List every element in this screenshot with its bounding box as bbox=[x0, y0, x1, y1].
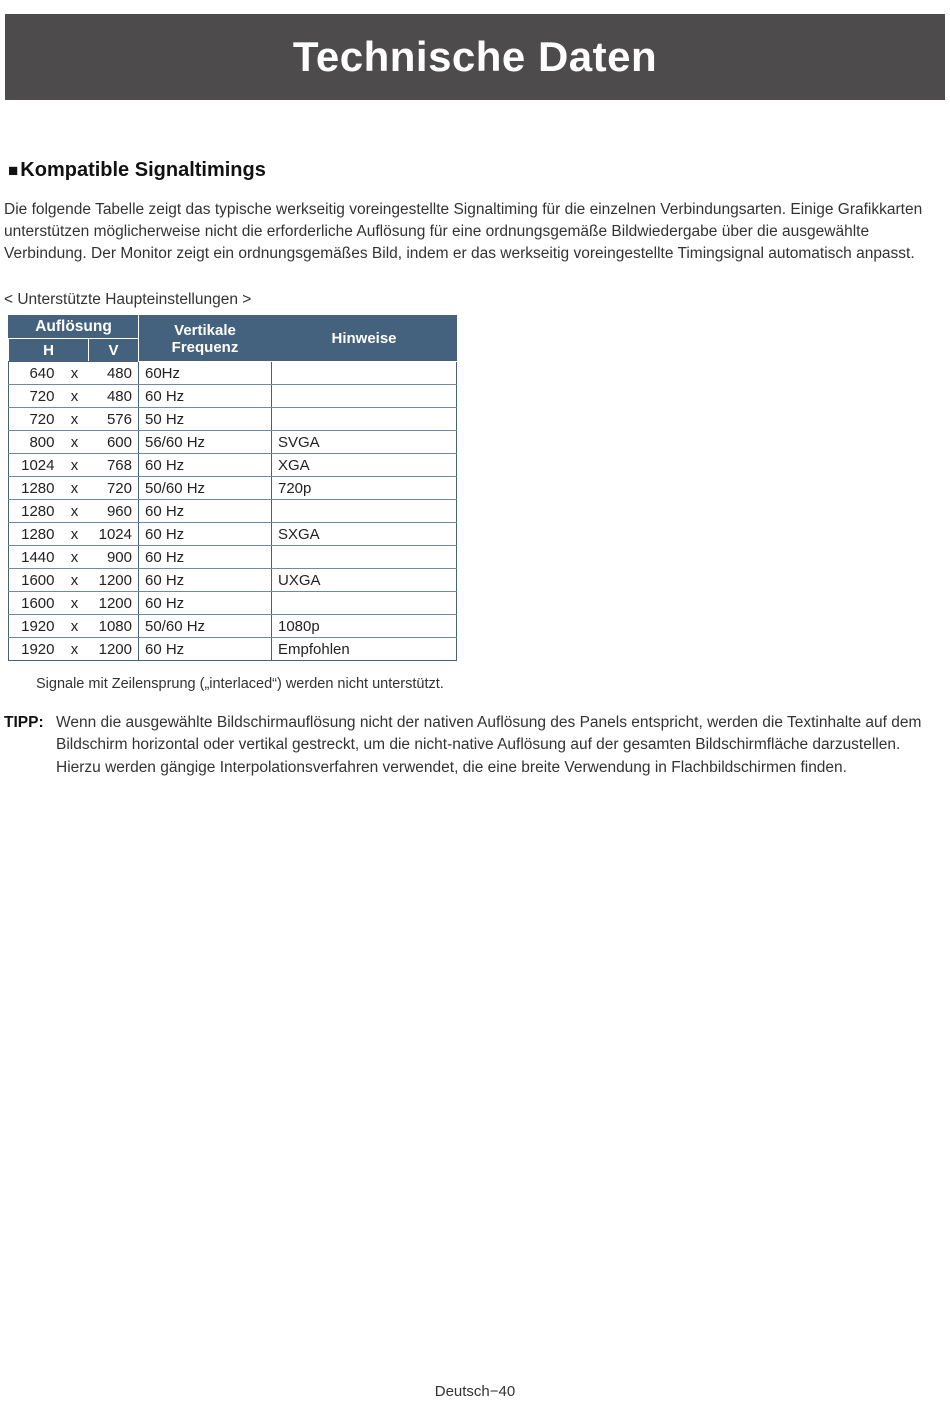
cell-x-separator: x bbox=[61, 454, 89, 477]
square-bullet-icon: ■ bbox=[8, 161, 19, 180]
cell-note: Empfohlen bbox=[272, 638, 457, 661]
cell-x-separator: x bbox=[61, 408, 89, 431]
cell-x-separator: x bbox=[61, 546, 89, 569]
header-vertical-frequency: Vertikale Frequenz bbox=[139, 316, 272, 362]
supported-settings-subheading: < Unterstützte Haupteinstellungen > bbox=[4, 291, 252, 308]
cell-vertical-resolution: 768 bbox=[89, 454, 139, 477]
cell-x-separator: x bbox=[61, 615, 89, 638]
cell-vertical-resolution: 1200 bbox=[89, 638, 139, 661]
cell-vertical-frequency: 60 Hz bbox=[139, 546, 272, 569]
cell-x-separator: x bbox=[61, 500, 89, 523]
cell-vertical-resolution: 480 bbox=[89, 385, 139, 408]
cell-vertical-frequency: 60Hz bbox=[139, 362, 272, 385]
table-row bbox=[9, 362, 457, 385]
cell-vertical-resolution: 900 bbox=[89, 546, 139, 569]
cell-vertical-frequency: 50 Hz bbox=[139, 408, 272, 431]
cell-x-separator: x bbox=[61, 569, 89, 592]
cell-horizontal-resolution: 1920 bbox=[9, 638, 61, 661]
cell-note bbox=[272, 408, 457, 431]
cell-note: SVGA bbox=[272, 431, 457, 454]
tip-text: Wenn die ausgewählte Bildschirmauflösung nicht der nativen Auflösung des Panels entspricht, werden die Textinhalte auf dem Bildschirm horizontal oder vertikal gestreckt, um die nicht-native Auflösung auf der gesamten Bildschirmfläche darzustellen. Hierzu werden gängige Interpolationsverfahren verwendet, die eine breite Verwendung in Flachbildschirmen finden. bbox=[56, 714, 922, 776]
cell-vertical-frequency: 60 Hz bbox=[139, 500, 272, 523]
cell-vertical-frequency: 60 Hz bbox=[139, 569, 272, 592]
table-row bbox=[9, 431, 457, 454]
cell-vertical-frequency: 60 Hz bbox=[139, 592, 272, 615]
cell-vertical-frequency: 56/60 Hz bbox=[139, 431, 272, 454]
header-h: H bbox=[9, 339, 89, 362]
timing-table-body bbox=[9, 362, 457, 661]
cell-horizontal-resolution: 1280 bbox=[9, 477, 61, 500]
cell-x-separator: x bbox=[61, 523, 89, 546]
cell-note bbox=[272, 500, 457, 523]
cell-horizontal-resolution: 1280 bbox=[9, 523, 61, 546]
cell-x-separator: x bbox=[61, 362, 89, 385]
cell-vertical-frequency: 60 Hz bbox=[139, 523, 272, 546]
cell-note bbox=[272, 546, 457, 569]
cell-vertical-resolution: 1200 bbox=[89, 569, 139, 592]
cell-note: XGA bbox=[272, 454, 457, 477]
tip-block bbox=[4, 712, 946, 779]
cell-horizontal-resolution: 1600 bbox=[9, 569, 61, 592]
intro-paragraph: Die folgende Tabelle zeigt das typische werkseitig voreingestellte Signaltiming für die einzelnen Verbindungsarten. Einige Grafikkarten unterstützen möglicherweise nicht die erforderliche Auflösung für eine ordnungsgemäße Bildwiedergabe über die ausgewählte Verbindung. Der Monitor zeigt ein ordnungsgemäßes Bild, indem er das werkseitig voreingestellte Timingsignal automatisch anpasst. bbox=[4, 201, 923, 262]
cell-vertical-resolution: 600 bbox=[89, 431, 139, 454]
cell-note: UXGA bbox=[272, 569, 457, 592]
cell-horizontal-resolution: 800 bbox=[9, 431, 61, 454]
table-row bbox=[9, 477, 457, 500]
cell-horizontal-resolution: 1920 bbox=[9, 615, 61, 638]
page-banner bbox=[5, 14, 945, 100]
cell-note bbox=[272, 362, 457, 385]
header-v: V bbox=[89, 339, 139, 362]
table-row bbox=[9, 638, 457, 661]
cell-horizontal-resolution: 640 bbox=[9, 362, 61, 385]
table-row bbox=[9, 615, 457, 638]
cell-x-separator: x bbox=[61, 638, 89, 661]
cell-horizontal-resolution: 1600 bbox=[9, 592, 61, 615]
table-footnote: Signale mit Zeilensprung („interlaced“) werden nicht unterstützt. bbox=[36, 676, 444, 692]
table-row bbox=[9, 546, 457, 569]
cell-horizontal-resolution: 1440 bbox=[9, 546, 61, 569]
cell-x-separator: x bbox=[61, 592, 89, 615]
cell-vertical-frequency: 50/60 Hz bbox=[139, 477, 272, 500]
cell-x-separator: x bbox=[61, 477, 89, 500]
cell-vertical-frequency: 60 Hz bbox=[139, 454, 272, 477]
table-row bbox=[9, 454, 457, 477]
cell-vertical-frequency: 50/60 Hz bbox=[139, 615, 272, 638]
cell-x-separator: x bbox=[61, 431, 89, 454]
header-resolution: Auflösung bbox=[9, 316, 139, 339]
cell-note: SXGA bbox=[272, 523, 457, 546]
cell-horizontal-resolution: 720 bbox=[9, 385, 61, 408]
section-heading bbox=[8, 159, 266, 182]
cell-note bbox=[272, 385, 457, 408]
cell-horizontal-resolution: 1024 bbox=[9, 454, 61, 477]
table-row bbox=[9, 385, 457, 408]
table-row bbox=[9, 569, 457, 592]
cell-vertical-resolution: 1080 bbox=[89, 615, 139, 638]
tip-label: TIPP: bbox=[4, 714, 44, 731]
table-row bbox=[9, 592, 457, 615]
cell-horizontal-resolution: 1280 bbox=[9, 500, 61, 523]
header-notes: Hinweise bbox=[272, 316, 457, 362]
table-row bbox=[9, 408, 457, 431]
cell-vertical-resolution: 480 bbox=[89, 362, 139, 385]
cell-note: 1080p bbox=[272, 615, 457, 638]
cell-vertical-resolution: 720 bbox=[89, 477, 139, 500]
table-row bbox=[9, 523, 457, 546]
cell-vertical-resolution: 960 bbox=[89, 500, 139, 523]
cell-vertical-frequency: 60 Hz bbox=[139, 638, 272, 661]
signal-timing-table bbox=[8, 315, 457, 661]
table-row bbox=[9, 500, 457, 523]
cell-vertical-resolution: 1200 bbox=[89, 592, 139, 615]
cell-x-separator: x bbox=[61, 385, 89, 408]
cell-note bbox=[272, 592, 457, 615]
cell-vertical-resolution: 576 bbox=[89, 408, 139, 431]
cell-vertical-frequency: 60 Hz bbox=[139, 385, 272, 408]
cell-vertical-resolution: 1024 bbox=[89, 523, 139, 546]
page-title: Technische Daten bbox=[292, 33, 658, 80]
section-heading-text: Kompatible Signaltimings bbox=[20, 159, 266, 181]
timing-table-header bbox=[9, 316, 457, 362]
cell-horizontal-resolution: 720 bbox=[9, 408, 61, 431]
cell-note: 720p bbox=[272, 477, 457, 500]
page-footer: Deutsch−40 bbox=[434, 1383, 516, 1400]
